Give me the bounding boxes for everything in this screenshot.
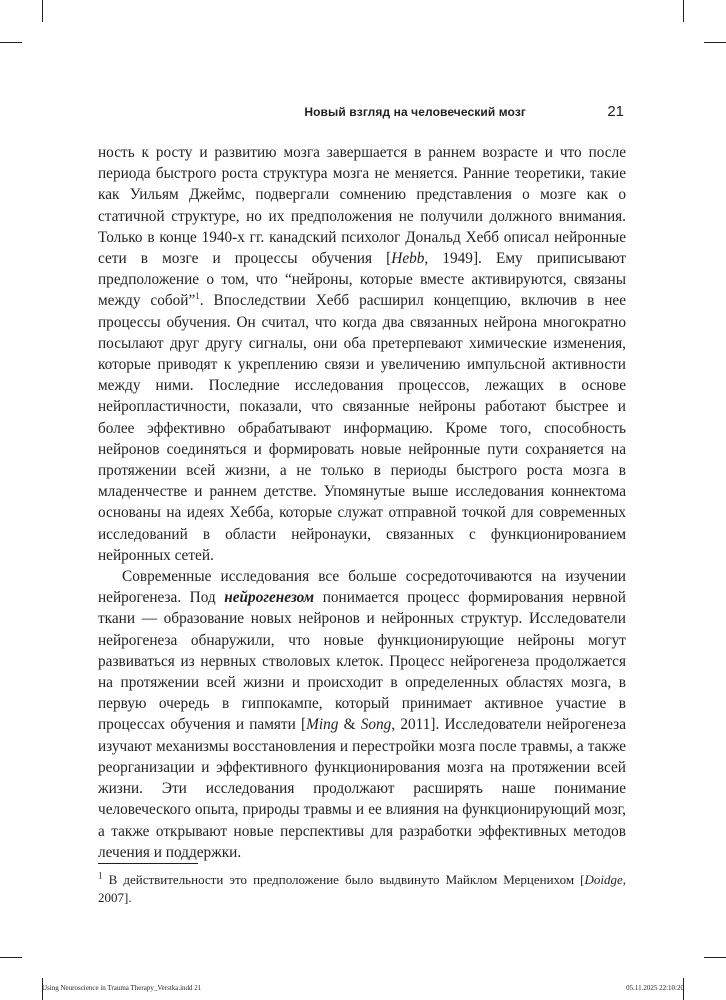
citation-author: Hebb — [391, 250, 425, 268]
footnote-text — [98, 871, 626, 907]
crop-mark — [704, 42, 726, 43]
text-run: & — [338, 716, 361, 734]
text-run: ность к росту и развитию мозга завершается в раннем возрасте и что после периода быстрого роста структура мозга не меняется. Ранние теоретики, такие как Уильям Джеймс, подвергали сомнению представления о мозге как о статичной структуре, но их предположения не получили должного внимания. Только в конце 1940-х гг. канадский психолог Дональд Хебб описал нейронные сети в мозге и процессы обучения [ — [98, 144, 626, 268]
slug-file: Using Neuroscience in Trauma Therapy_Verstka.indd 21 — [42, 984, 202, 992]
citation-author: Doidge — [584, 872, 623, 887]
text-run: , 2007]. — [98, 872, 626, 905]
page-number: 21 — [607, 103, 624, 120]
text-run: . Впоследствии Хебб расширил концепцию, включив в нее процессы обучения. Он считал, что когда два связанных нейрона многократно посылают друг другу сигналы, они оба претерпевают химические изменения, которые приводят к укреплению связи и увеличению импульсной активности между ними. Последние исследования процессов, лежащих в основе нейропластичности, показали, что связанные нейроны работают быстрее и более эффективно обрабатывают информацию. Кроме того, способность нейронов соединяться и формировать новые нейронные пути сохраняется на протяжении всей жизни, а не только в периоды быстрого роста мозга в младенчестве и раннем детстве. Упомянутые выше исследования коннектома основаны на идеях Хебба, которые служат отправной точкой для современных исследований в области нейронауки, связанных с функционированием нейронных сетей. — [98, 292, 626, 564]
crop-mark — [683, 0, 684, 22]
body-text — [98, 142, 626, 863]
citation-author: Ming — [306, 716, 339, 734]
running-title: Новый взгляд на человеческий мозг — [304, 105, 526, 119]
crop-mark — [704, 957, 726, 958]
footnote-marker: 1 — [98, 870, 103, 881]
emphasized-term: нейрогенезом — [224, 589, 315, 607]
running-head — [98, 103, 626, 123]
crop-mark — [0, 957, 22, 958]
text-run: В действительности это предположение было выдвинуто Майклом Мерценихом [ — [102, 872, 585, 887]
paragraph — [98, 566, 626, 863]
text-run: понимается процесс формирования нервной ткани — образование новых нейронов и нейронных структур. Исследователи нейрогенеза обнаружили, что новые функционирующие нейроны могут развиваться из нервных стволовых клеток. Процесс нейрогенеза продолжается на протяжении всей жизни и происходит в определенных областях мозга, в первую очередь в гиппокампе, который принимает активное участие в процессах обучения и памяти [ — [98, 589, 626, 734]
crop-mark — [0, 42, 22, 43]
slug-datetime: 05.11.2025 22:10:20 — [626, 984, 684, 992]
footnote-reference: 1 — [195, 291, 200, 302]
crop-mark — [42, 0, 43, 22]
citation-author: Song — [360, 716, 392, 734]
footnote — [98, 871, 626, 907]
paragraph — [98, 142, 626, 566]
footnote-rule — [98, 863, 198, 864]
text-run: , 1949]. Ему приписывают предположение о том, что “нейроны, которые вместе активируются, связаны между собой” — [98, 250, 626, 310]
text-run: , 2011]. Исследователи нейрогенеза изучают механизмы восстановления и перестройки мозга после травмы, а также реорганизации и эффективного функционирования мозга на протяжении всей жизни. Эти исследования продолжают расширять наше понимание человеческого опыта, природы травмы и ее влияния на функционирующий мозг, а также открывают новые перспективы для разработки эффективных методов лечения и поддержки. — [98, 716, 627, 861]
text-run: Современные исследования все больше сосредоточиваются на изучении нейрогенеза. Под — [98, 568, 626, 607]
